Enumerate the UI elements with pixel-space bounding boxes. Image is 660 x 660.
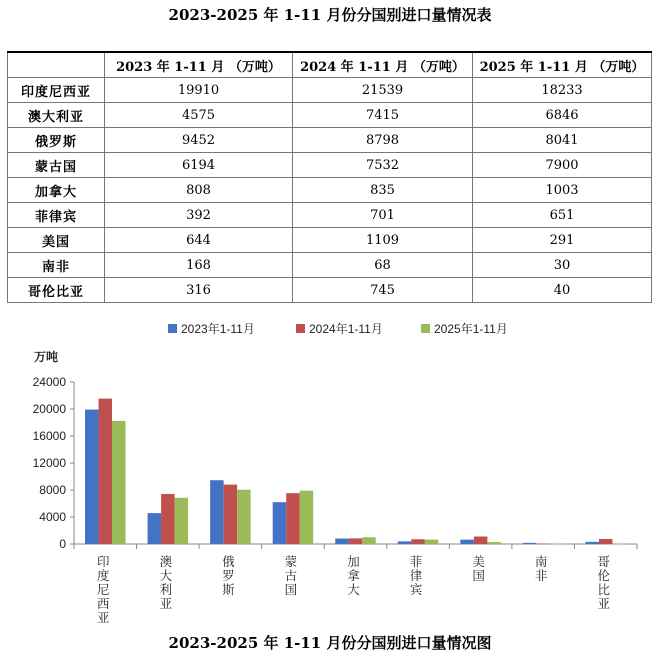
- x-tick-label: 哥: [597, 555, 610, 569]
- value-2024-cell: 1109: [293, 228, 473, 253]
- table-row: [8, 253, 652, 278]
- value-2025-cell: 651: [473, 203, 652, 228]
- value-2025-cell: 7900: [473, 153, 652, 178]
- import-volume-chart: [0, 312, 660, 632]
- value-2024-cell: 745: [293, 278, 473, 303]
- y-tick-label: 20000: [32, 402, 66, 416]
- x-tick-label: 美: [472, 555, 485, 569]
- y-tick-label: 16000: [32, 429, 66, 443]
- y-tick-label: 24000: [32, 375, 66, 389]
- value-2023-cell: 808: [105, 178, 293, 203]
- x-tick-label: 尼: [97, 583, 110, 597]
- bar: [585, 542, 599, 544]
- table-title: 2023-2025 年 1-11 月份分国别进口量情况表: [168, 6, 492, 24]
- header-2024: 2024 年 1-11 月 （万吨）: [293, 52, 473, 78]
- value-2025-cell: 8041: [473, 128, 652, 153]
- x-tick-label: 国: [284, 583, 298, 597]
- value-2024-cell: 701: [293, 203, 473, 228]
- bar: [237, 490, 251, 544]
- x-tick-label: 律: [409, 569, 423, 583]
- x-tick-label: 亚: [597, 597, 610, 611]
- legend-swatch: [168, 324, 177, 333]
- value-2025-cell: 30: [473, 253, 652, 278]
- value-2025-cell: 6846: [473, 103, 652, 128]
- value-2024-cell: 68: [293, 253, 473, 278]
- value-2023-cell: 4575: [105, 103, 293, 128]
- y-tick-label: 8000: [39, 483, 66, 497]
- value-2023-cell: 6194: [105, 153, 293, 178]
- value-2025-cell: 18233: [473, 78, 652, 103]
- country-cell: 印度尼西亚: [8, 78, 105, 103]
- table-row: [8, 78, 652, 103]
- bar: [175, 498, 189, 544]
- table-header-row: [8, 52, 652, 78]
- x-tick-label: 俄: [222, 555, 235, 569]
- table-row: [8, 128, 652, 153]
- legend-label: 2024年1-11月: [309, 322, 383, 336]
- x-tick-label: 伦: [597, 569, 610, 583]
- country-cell: 菲律宾: [8, 203, 105, 228]
- value-2023-cell: 316: [105, 278, 293, 303]
- x-tick-label: 古: [284, 569, 298, 583]
- y-tick-label: 4000: [39, 510, 66, 524]
- x-tick-label: 罗: [222, 569, 235, 583]
- value-2023-cell: 19910: [105, 78, 293, 103]
- value-2023-cell: 392: [105, 203, 293, 228]
- country-cell: 蒙古国: [8, 153, 105, 178]
- x-tick-label: 加: [347, 555, 360, 569]
- bar: [99, 399, 113, 544]
- bar: [550, 544, 564, 545]
- x-tick-label: 南: [534, 555, 548, 569]
- value-2024-cell: 835: [293, 178, 473, 203]
- bar: [148, 513, 162, 544]
- x-tick-label: 利: [159, 583, 173, 597]
- x-tick-label: 亚: [159, 597, 173, 611]
- value-2024-cell: 7532: [293, 153, 473, 178]
- x-tick-label: 西: [97, 597, 110, 611]
- bar: [161, 494, 175, 544]
- x-tick-label: 蒙: [284, 555, 298, 569]
- header-2023: 2023 年 1-11 月 （万吨）: [105, 52, 293, 78]
- value-2024-cell: 7415: [293, 103, 473, 128]
- value-2023-cell: 168: [105, 253, 293, 278]
- legend-label: 2023年1-11月: [181, 322, 255, 336]
- x-tick-label: 斯: [222, 583, 235, 597]
- country-cell: 俄罗斯: [8, 128, 105, 153]
- bar: [411, 539, 425, 544]
- bar: [300, 491, 314, 544]
- bar: [362, 537, 376, 544]
- bar: [487, 542, 501, 544]
- table-body: [8, 78, 652, 303]
- value-2024-cell: 21539: [293, 78, 473, 103]
- bar: [224, 485, 238, 544]
- chart-title: 2023-2025 年 1-11 月份分国别进口量情况图: [168, 634, 492, 652]
- country-cell: 加拿大: [8, 178, 105, 203]
- table-row: [8, 178, 652, 203]
- x-tick-label: 度: [97, 569, 110, 583]
- bar: [425, 540, 439, 544]
- bar: [599, 539, 613, 544]
- x-tick-label: 非: [534, 569, 548, 583]
- x-tick-label: 拿: [347, 569, 360, 583]
- bar: [210, 480, 224, 544]
- bar: [273, 502, 287, 544]
- y-tick-label: 0: [59, 537, 66, 551]
- value-2025-cell: 40: [473, 278, 652, 303]
- legend-swatch: [421, 324, 430, 333]
- bar: [474, 537, 488, 544]
- x-tick-label: 印: [97, 555, 110, 569]
- value-2025-cell: 291: [473, 228, 652, 253]
- y-tick-label: 12000: [32, 456, 66, 470]
- x-tick-label: 亚: [97, 611, 110, 625]
- x-tick-label: 澳: [159, 555, 173, 569]
- country-cell: 澳大利亚: [8, 103, 105, 128]
- header-corner: [8, 52, 105, 78]
- x-tick-label: 菲: [409, 555, 423, 569]
- country-cell: 哥伦比亚: [8, 278, 105, 303]
- value-2025-cell: 1003: [473, 178, 652, 203]
- legend-swatch: [296, 324, 305, 333]
- x-tick-label: 比: [597, 583, 610, 597]
- bar: [286, 493, 300, 544]
- table-row: [8, 103, 652, 128]
- country-cell: 南非: [8, 253, 105, 278]
- legend-label: 2025年1-11月: [434, 322, 508, 336]
- x-tick-label: 国: [472, 569, 485, 583]
- bar: [85, 410, 99, 544]
- value-2023-cell: 644: [105, 228, 293, 253]
- y-axis-label: 万吨: [34, 350, 59, 364]
- x-tick-label: 宾: [409, 583, 423, 597]
- table-row: [8, 278, 652, 303]
- value-2024-cell: 8798: [293, 128, 473, 153]
- x-tick-label: 大: [347, 583, 360, 597]
- table-row: [8, 153, 652, 178]
- table-row: [8, 228, 652, 253]
- import-volume-table: [7, 51, 652, 303]
- bar: [523, 543, 537, 544]
- header-2025: 2025 年 1-11 月 （万吨）: [473, 52, 652, 78]
- table-row: [8, 203, 652, 228]
- bar: [349, 538, 363, 544]
- bar: [536, 544, 550, 545]
- country-cell: 美国: [8, 228, 105, 253]
- bar: [112, 421, 126, 544]
- bar: [612, 544, 626, 545]
- bar: [398, 541, 412, 544]
- bar: [460, 540, 474, 544]
- x-tick-label: 大: [159, 569, 173, 583]
- bar: [335, 539, 349, 544]
- value-2023-cell: 9452: [105, 128, 293, 153]
